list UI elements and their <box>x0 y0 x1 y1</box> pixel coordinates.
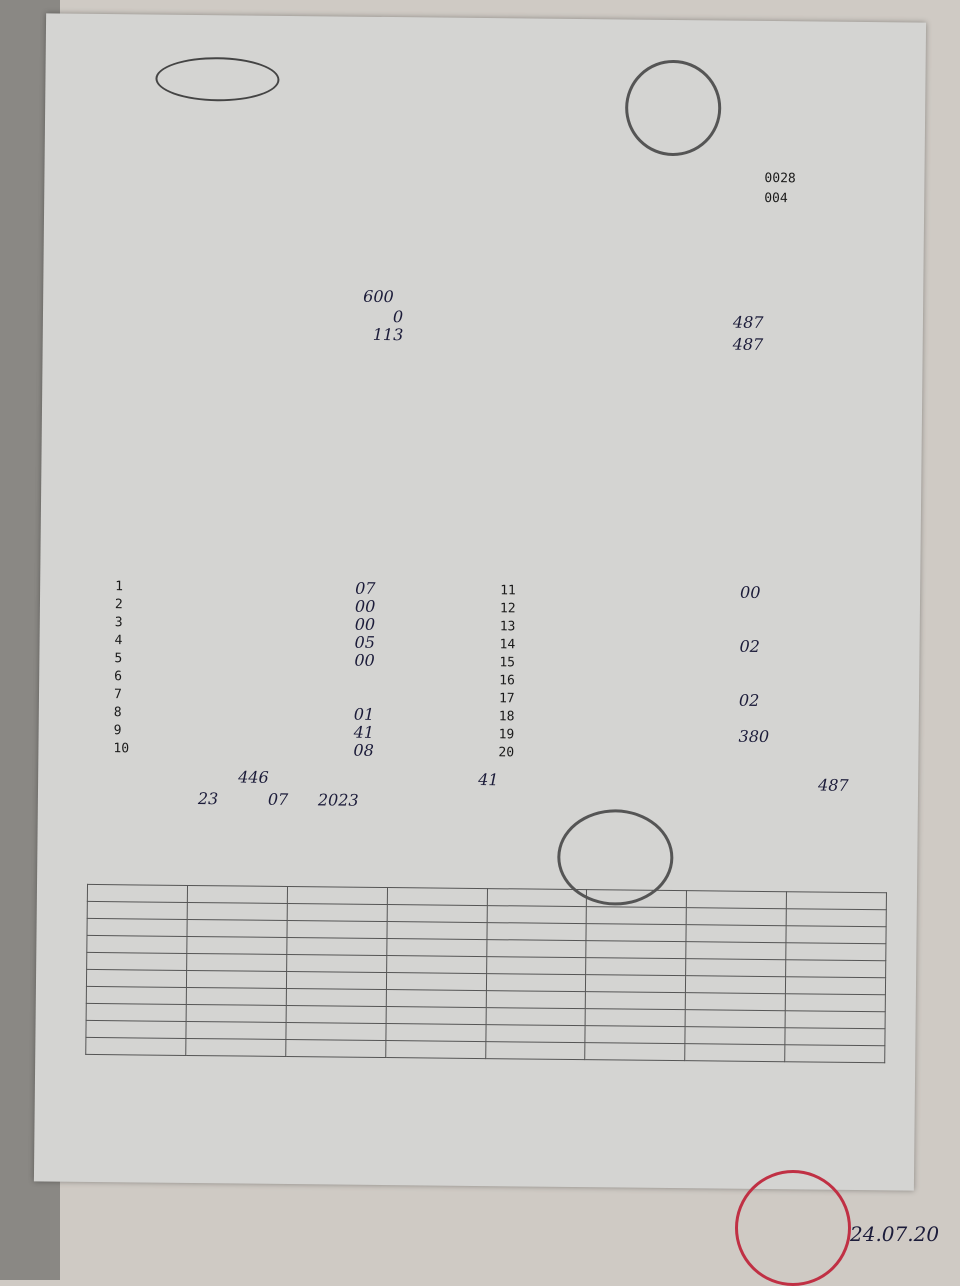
party-row-number: 18 <box>498 709 515 725</box>
party-row-number: 16 <box>499 673 515 689</box>
signature-table <box>85 884 887 1063</box>
received-ballots: 487 <box>732 312 764 332</box>
date-day: 23 <box>197 789 219 809</box>
party-row-number: 10 <box>113 741 130 757</box>
party-row-number: 9 <box>113 723 122 739</box>
party-row-number: 3 <box>114 615 123 631</box>
header-number: 0028 <box>764 170 796 187</box>
official-stamp-top <box>625 59 722 156</box>
spoiled-ballots: 113 <box>372 324 404 345</box>
party-row-value: 02 <box>738 690 760 710</box>
unused-ballots: 0 <box>392 307 404 327</box>
header-subnumber: 004 <box>764 190 788 207</box>
party-row-number: 20 <box>498 745 515 761</box>
party-row-value: 380 <box>738 726 770 747</box>
party-row-value: 41 <box>353 722 375 742</box>
party-row-number: 4 <box>114 633 123 649</box>
party-row-number: 12 <box>499 601 516 617</box>
corner-date: 24.07.20 <box>850 1222 940 1246</box>
party-row-value: 00 <box>740 582 761 602</box>
party-row-number: 1 <box>115 579 124 595</box>
total-invalid: 41 <box>478 769 499 790</box>
party-row-number: 15 <box>499 655 516 671</box>
party-row-number: 11 <box>500 583 516 599</box>
party-row-value: 08 <box>353 740 374 760</box>
party-row-value: 00 <box>354 614 376 634</box>
party-row-value: 00 <box>354 650 375 670</box>
party-row-value: 05 <box>354 632 376 652</box>
form-page <box>34 13 926 1190</box>
red-stamp <box>735 1170 851 1286</box>
total-all: 487 <box>818 775 849 795</box>
party-row-value: 02 <box>739 636 761 656</box>
date-month: 07 <box>267 789 289 810</box>
party-row-value: 01 <box>353 704 375 724</box>
emblem-logo <box>155 57 279 102</box>
party-row-number: 13 <box>499 619 516 635</box>
counted-ballots: 487 <box>732 334 764 354</box>
total-valid: 446 <box>238 767 269 787</box>
party-row-value: 07 <box>355 578 376 598</box>
party-row-number: 7 <box>113 687 122 703</box>
party-row-number: 14 <box>499 637 516 653</box>
party-row-number: 19 <box>498 727 515 743</box>
party-row-value: 00 <box>354 596 376 616</box>
party-row-number: 5 <box>114 651 123 667</box>
party-row-number: 6 <box>114 669 123 685</box>
vote-total: 600 <box>363 286 394 307</box>
date-year: 2023 <box>317 790 359 810</box>
party-row-number: 8 <box>113 705 122 721</box>
party-row-number: 2 <box>114 597 123 613</box>
party-row-number: 17 <box>498 691 515 707</box>
